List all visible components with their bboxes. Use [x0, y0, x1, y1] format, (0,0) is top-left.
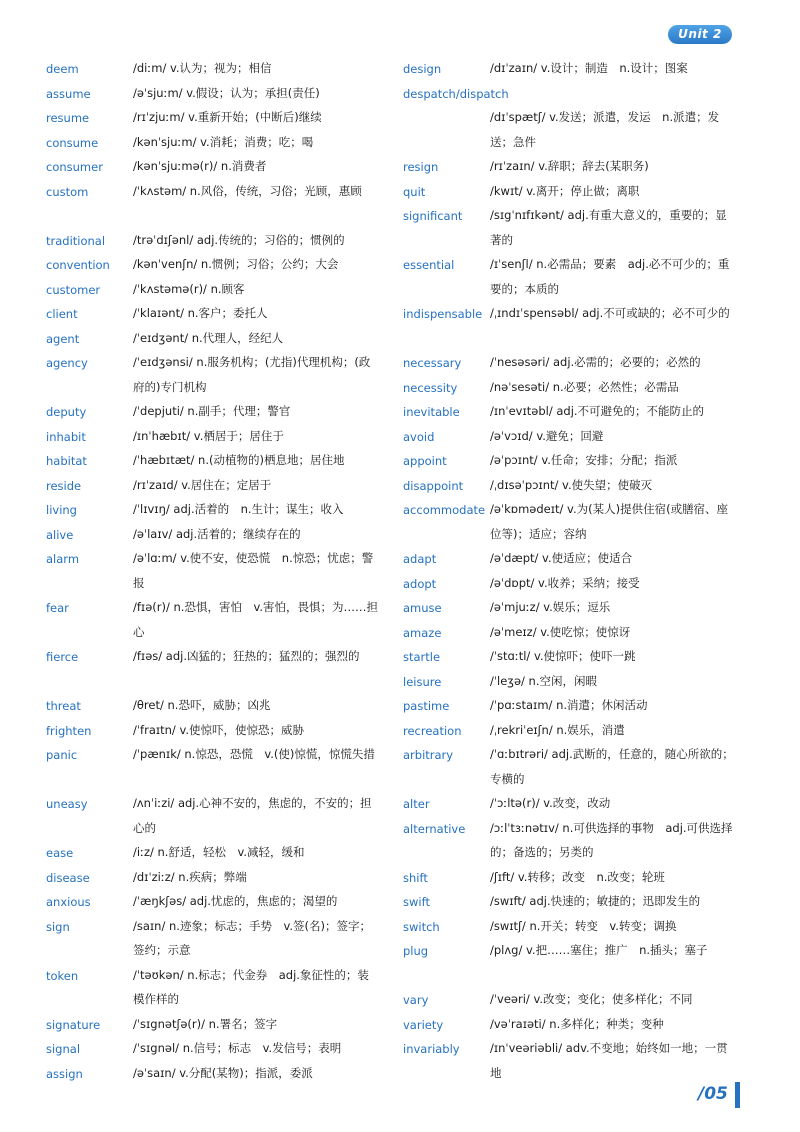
vocab-word: avoid — [403, 429, 435, 444]
vocab-definition: /kənˈsjuːm/ v.消耗；消费；吃；喝 — [133, 134, 314, 149]
vocab-word: consumer — [46, 160, 103, 174]
vocab-definition: /ˈpɑːstaɪm/ n.消遣；休闲活动 — [490, 698, 648, 712]
vocab-entry — [400, 424, 800, 449]
vocab-entry — [0, 1012, 400, 1037]
vocab-word: disease — [46, 870, 90, 885]
vocab-word: despatch/dispatch — [403, 86, 509, 101]
vocab-definition: /kənˈsjuːmə(r)/ n.消费者 — [133, 159, 267, 173]
vocab-word: signature — [46, 1017, 101, 1032]
vocab-entry — [400, 718, 800, 743]
vocab-definition: /vəˈraɪəti/ n.多样化；种类；变种 — [490, 1016, 664, 1031]
vocab-word: signal — [46, 1042, 81, 1056]
vocab-definition: /iːz/ n.舒适，轻松 v.减轻，缓和 — [133, 845, 305, 859]
vocab-entry — [0, 350, 400, 399]
vocab-entry — [0, 889, 400, 914]
vocab-word: sign — [46, 919, 70, 934]
vocab-word: alternative — [403, 821, 466, 836]
vocab-entry — [0, 1036, 400, 1061]
vocab-definition: /fɪəs/ adj.凶猛的；狂热的；猛烈的；强烈的 — [133, 649, 360, 663]
vocab-entry — [0, 301, 400, 326]
vocab-definition: /ˈsɪgnəl/ n.信号；标志 v.发信号；表明 — [133, 1041, 342, 1055]
vocab-definition: /əˈvɔɪd/ v.避免；回避 — [490, 428, 604, 443]
vocab-definition: /əˈsaɪn/ v.分配(某物)；指派，委派 — [133, 1065, 313, 1080]
vocab-word: significant — [403, 209, 463, 223]
vocab-entry — [400, 669, 800, 694]
vocab-definition: /əˈmjuːz/ v.娱乐；逗乐 — [490, 600, 611, 614]
vocab-definition: /ˈkʌstəm/ n.风俗，传统，习俗；光顾，惠顾 — [133, 183, 362, 198]
vocab-entry — [0, 277, 400, 302]
vocab-entry — [400, 301, 800, 350]
vocab-definition: /rɪˈzjuːm/ v.重新开始；(中断后)继续 — [133, 110, 322, 124]
vocab-word: resign — [403, 160, 439, 174]
vocab-entry — [0, 914, 400, 963]
vocab-word: startle — [403, 650, 441, 664]
vocab-word: design — [403, 62, 442, 76]
vocab-word: switch — [403, 919, 440, 934]
vocab-word: resume — [46, 111, 90, 125]
vocab-definition: /rɪˈzaɪd/ v.居住在；定居于 — [133, 477, 272, 492]
vocab-word: consume — [46, 135, 99, 150]
vocab-word: deem — [46, 62, 79, 76]
vocab-definition: /ˈnesəsəri/ adj.必需的；必要的；必然的 — [490, 355, 701, 369]
vocab-definition: /ˈhæbɪtæt/ n.(动植物的)栖息地；居住地 — [133, 453, 345, 467]
vocab-entry — [0, 644, 400, 693]
vocab-entry — [0, 840, 400, 865]
vocab-entry — [0, 693, 400, 718]
vocab-definition: /ɪnˈveəriəbli/ adv.不变地；始终如一地；一贯地 — [490, 1041, 728, 1080]
vocab-definition: /ɪˈsenʃl/ n.必需品；要素 adj.必不可少的；重要的；本质的 — [490, 257, 730, 296]
vocab-word: fierce — [46, 650, 79, 664]
vocab-word: reside — [46, 478, 82, 493]
vocab-entry — [0, 424, 400, 449]
vocab-definition: /plʌg/ v.把……塞住；推广 n.插头；塞子 — [490, 943, 708, 957]
vocab-word: threat — [46, 699, 81, 713]
vocab-entry — [400, 791, 800, 816]
vocab-definition: /ˈtəʊkən/ n.标志；代金券 adj.象征性的；装模作样的 — [133, 967, 369, 1006]
vocab-entry — [0, 228, 400, 253]
vocab-word: disappoint — [403, 478, 464, 493]
vocab-definition: /əˈpɔɪnt/ v.任命；安排；分配；指派 — [490, 453, 678, 467]
vocab-word: arbitrary — [403, 748, 454, 762]
vocab-entry — [400, 375, 800, 400]
vocab-definition: /ˌrekriˈeɪʃn/ n.娱乐，消遣 — [490, 722, 625, 737]
vocab-definition: /diːm/ v.认为；视为；相信 — [133, 61, 272, 75]
vocab-entry — [0, 473, 400, 498]
vocab-word: quit — [403, 184, 426, 199]
vocab-definition: /əˈdɒpt/ v.收养；采纳；接受 — [490, 575, 640, 590]
vocab-definition: /sɪgˈnɪfɪkənt/ adj.有重大意义的，重要的；显著的 — [490, 208, 727, 247]
vocab-entry — [400, 81, 800, 106]
vocab-entry — [0, 595, 400, 644]
vocab-entry — [400, 105, 800, 154]
vocab-definition: /ʌnˈiːzi/ adj.心神不安的，焦虑的，不安的；担心的 — [133, 796, 372, 835]
vocab-entry — [400, 1012, 800, 1037]
vocab-word: amuse — [403, 601, 442, 615]
vocab-word: amaze — [403, 625, 442, 640]
vocab-word: swift — [403, 895, 430, 909]
vocab-word: adopt — [403, 576, 437, 591]
vocab-word: fear — [46, 601, 69, 615]
vocab-definition: /ɪnˈevɪtəbl/ adj.不可避免的；不能防止的 — [490, 404, 705, 418]
vocab-entry — [400, 473, 800, 498]
vocab-word: appoint — [403, 454, 447, 468]
vocab-definition: /rɪˈzaɪn/ v.辞职；辞去(某职务) — [490, 159, 649, 173]
vocab-definition: /ɪnˈhæbɪt/ v.栖居于；居住于 — [133, 428, 284, 443]
vocab-entry — [0, 522, 400, 547]
vocab-definition: /ˈleʒə/ n.空闲，闲暇 — [490, 673, 597, 688]
vocab-definition: /ˈveəri/ v.改变；变化；使多样化；不同 — [490, 992, 693, 1006]
vocab-definition: /ˈlɪvɪŋ/ adj.活着的 n.生计；谋生；收入 — [133, 502, 344, 516]
vocab-word: panic — [46, 748, 78, 762]
vocab-entry — [0, 179, 400, 228]
vocab-word: assume — [46, 86, 91, 101]
vocab-definition — [490, 81, 735, 106]
vocab-word: customer — [46, 282, 101, 297]
unit-badge: Unit 2 — [668, 25, 732, 44]
vocab-entry — [0, 963, 400, 1012]
vocab-definition: /trəˈdɪʃənl/ adj.传统的；习俗的；惯例的 — [133, 232, 345, 247]
vocab-entry — [0, 326, 400, 351]
vocab-definition: /ˈsɪgnətʃə(r)/ n.署名；签字 — [133, 1016, 278, 1031]
vocab-definition: /swɪft/ adj.快速的；敏捷的；迅即发生的 — [490, 894, 701, 908]
vocab-word: alarm — [46, 552, 80, 566]
vocab-definition: /ʃɪft/ v.转移；改变 n.改变；轮班 — [490, 869, 665, 884]
vocab-definition: /dɪˈziːz/ n.疾病；弊端 — [133, 869, 247, 884]
vocab-definition: /əˈlɑːm/ v.使不安，使恐慌 n.惊恐；忧虑；警报 — [133, 551, 374, 590]
vocab-definition: /ˈstɑːtl/ v.使惊吓；使吓一跳 — [490, 649, 636, 663]
vocab-entry — [400, 914, 800, 939]
vocab-entry — [400, 546, 800, 571]
vocab-entry — [0, 154, 400, 179]
vocab-word: pastime — [403, 699, 450, 713]
vocab-definition: /nəˈsesəti/ n.必要；必然性；必需品 — [490, 379, 679, 394]
vocab-word: alive — [46, 527, 74, 542]
vocab-word: necessary — [403, 356, 462, 370]
vocab-definition: /dɪˈzaɪn/ v.设计；制造 n.设计；图案 — [490, 61, 688, 75]
vocab-word: recreation — [403, 723, 462, 738]
vocab-word: plug — [403, 944, 429, 958]
vocab-word: vary — [403, 993, 429, 1007]
vocab-word: convention — [46, 258, 110, 272]
vocab-word: token — [46, 968, 79, 983]
vocab-word: inevitable — [403, 405, 460, 419]
vocab-word: frighten — [46, 723, 92, 738]
vocab-entry — [0, 448, 400, 473]
vocab-definition: /ˈeɪdʒənt/ n.代理人，经纪人 — [133, 330, 284, 345]
vocab-entry — [0, 56, 400, 81]
vocab-definition: /ˈeɪdʒənsi/ n.服务机构；(尤指)代理机构；(政府的)专门机构 — [133, 355, 371, 394]
vocab-entry — [400, 399, 800, 424]
vocab-entry — [400, 179, 800, 204]
vocab-entry — [0, 399, 400, 424]
vocab-entry — [400, 1036, 800, 1085]
vocab-entry — [0, 252, 400, 277]
vocab-word: accommodate — [403, 503, 486, 517]
vocab-entry — [400, 889, 800, 914]
vocab-entry — [400, 644, 800, 669]
vocab-definition: /ˈɔːltə(r)/ v.改变，改动 — [490, 796, 611, 810]
vocab-entry — [0, 105, 400, 130]
vocab-definition: /əˈlaɪv/ adj.活着的；继续存在的 — [133, 526, 301, 541]
vocab-definition: /ˈkʌstəmə(r)/ n.顾客 — [133, 281, 245, 296]
vocab-word: traditional — [46, 233, 106, 248]
vocab-entry — [0, 742, 400, 791]
vocab-word: inhabit — [46, 429, 86, 444]
vocab-definition: /ˌdɪsəˈpɔɪnt/ v.使失望；使破灭 — [490, 477, 653, 492]
vocab-definition: /fɪə(r)/ n.恐惧，害怕 v.害怕，畏惧；为……担心 — [133, 600, 379, 639]
vocab-entry — [400, 595, 800, 620]
vocab-word: client — [46, 307, 78, 321]
vocab-definition: /ˈpænɪk/ n.惊恐，恐慌 v.(使)惊慌，惊慌失措 — [133, 747, 375, 761]
vocab-word: alter — [403, 797, 430, 811]
vocab-entry — [0, 130, 400, 155]
vocab-word: agency — [46, 356, 88, 370]
vocab-definition: /dɪˈspætʃ/ v.发送；派遣，发运 n.派遣；发送；急件 — [490, 110, 720, 149]
vocab-word: living — [46, 503, 77, 517]
vocab-entry — [400, 987, 800, 1012]
vocab-definition: /əˈdæpt/ v.使适应；使适合 — [490, 551, 633, 565]
vocab-definition: /əˈsjuːm/ v.假设；认为；承担(责任) — [133, 85, 320, 100]
vocab-entry — [400, 56, 800, 81]
vocab-word: habitat — [46, 454, 87, 468]
vocab-entry — [400, 252, 800, 301]
page-number: /05 — [698, 1084, 728, 1104]
vocab-definition: /ˌɪndɪˈspensəbl/ adj.不可或缺的；必不可少的 — [490, 306, 730, 320]
vocab-definition: /swɪtʃ/ n.开关；转变 v.转变；调换 — [490, 918, 677, 933]
vocab-word: anxious — [46, 895, 91, 909]
vocab-word: invariably — [403, 1042, 460, 1056]
vocab-entry — [400, 816, 800, 865]
vocab-word: adapt — [403, 552, 437, 566]
vocab-entry — [400, 203, 800, 252]
vocab-entry — [400, 497, 800, 546]
vocab-word: agent — [46, 331, 80, 346]
vocab-entry — [400, 350, 800, 375]
vocab-entry — [400, 448, 800, 473]
vocab-entry — [400, 693, 800, 718]
vocab-word: essential — [403, 258, 455, 272]
vocab-definition: /əˈkɒmədeɪt/ v.为(某人)提供住宿(或膳宿、座位等)；适应；容纳 — [490, 502, 729, 541]
vocab-entry — [400, 865, 800, 890]
vocab-definition: /kənˈvenʃn/ n.惯例；习俗；公约；大会 — [133, 257, 339, 271]
vocab-entry — [400, 620, 800, 645]
vocab-word: custom — [46, 184, 89, 199]
vocab-entry — [400, 154, 800, 179]
vocab-word: variety — [403, 1017, 444, 1032]
vocab-definition: /əˈmeɪz/ v.使吃惊；使惊讶 — [490, 624, 631, 639]
vocab-word: indispensable — [403, 307, 483, 321]
vocab-definition: /ˈdepjuti/ n.副手；代理；警官 — [133, 404, 291, 418]
vocab-entry — [0, 81, 400, 106]
vocab-definition: /ˈfraɪtn/ v.使惊吓，使惊恐；威胁 — [133, 722, 305, 737]
vocabulary-column-right — [400, 56, 800, 1085]
vocab-definition: /θret/ n.恐吓，威胁；凶兆 — [133, 698, 271, 712]
vocab-definition: /ˈklaɪənt/ n.客户；委托人 — [133, 306, 268, 320]
vocab-word: ease — [46, 846, 74, 860]
vocab-word: uneasy — [46, 797, 88, 811]
vocab-word: deputy — [46, 405, 87, 419]
vocab-entry — [0, 546, 400, 595]
vocab-entry — [0, 791, 400, 840]
vocab-definition: /ɔːlˈtɜːnətɪv/ n.可供选择的事物 adj.可供选择的；备选的；另类的 — [490, 820, 733, 859]
vocab-definition: /ˈæŋkʃəs/ adj.忧虑的，焦虑的；渴望的 — [133, 894, 338, 908]
vocab-entry — [0, 865, 400, 890]
vocab-entry — [0, 718, 400, 743]
vocab-word: leisure — [403, 674, 442, 689]
vocab-definition: /saɪn/ n.迹象；标志；手势 v.签(名)；签字；签约；示意 — [133, 918, 371, 957]
vocab-word: shift — [403, 870, 428, 885]
vocab-definition: /kwɪt/ v.离开；停止做；离职 — [490, 183, 640, 198]
vocab-definition: /ˈɑːbɪtrəri/ adj.武断的，任意的，随心所欲的；专横的 — [490, 747, 734, 786]
vocab-entry — [400, 571, 800, 596]
vocab-entry — [400, 938, 800, 987]
vocab-entry — [0, 1061, 400, 1086]
page-number-bar — [735, 1082, 740, 1108]
vocabulary-column-left — [0, 56, 400, 1085]
vocab-word: necessity — [403, 380, 458, 395]
vocab-word: assign — [46, 1066, 83, 1081]
vocab-entry — [400, 742, 800, 791]
vocab-entry — [0, 497, 400, 522]
